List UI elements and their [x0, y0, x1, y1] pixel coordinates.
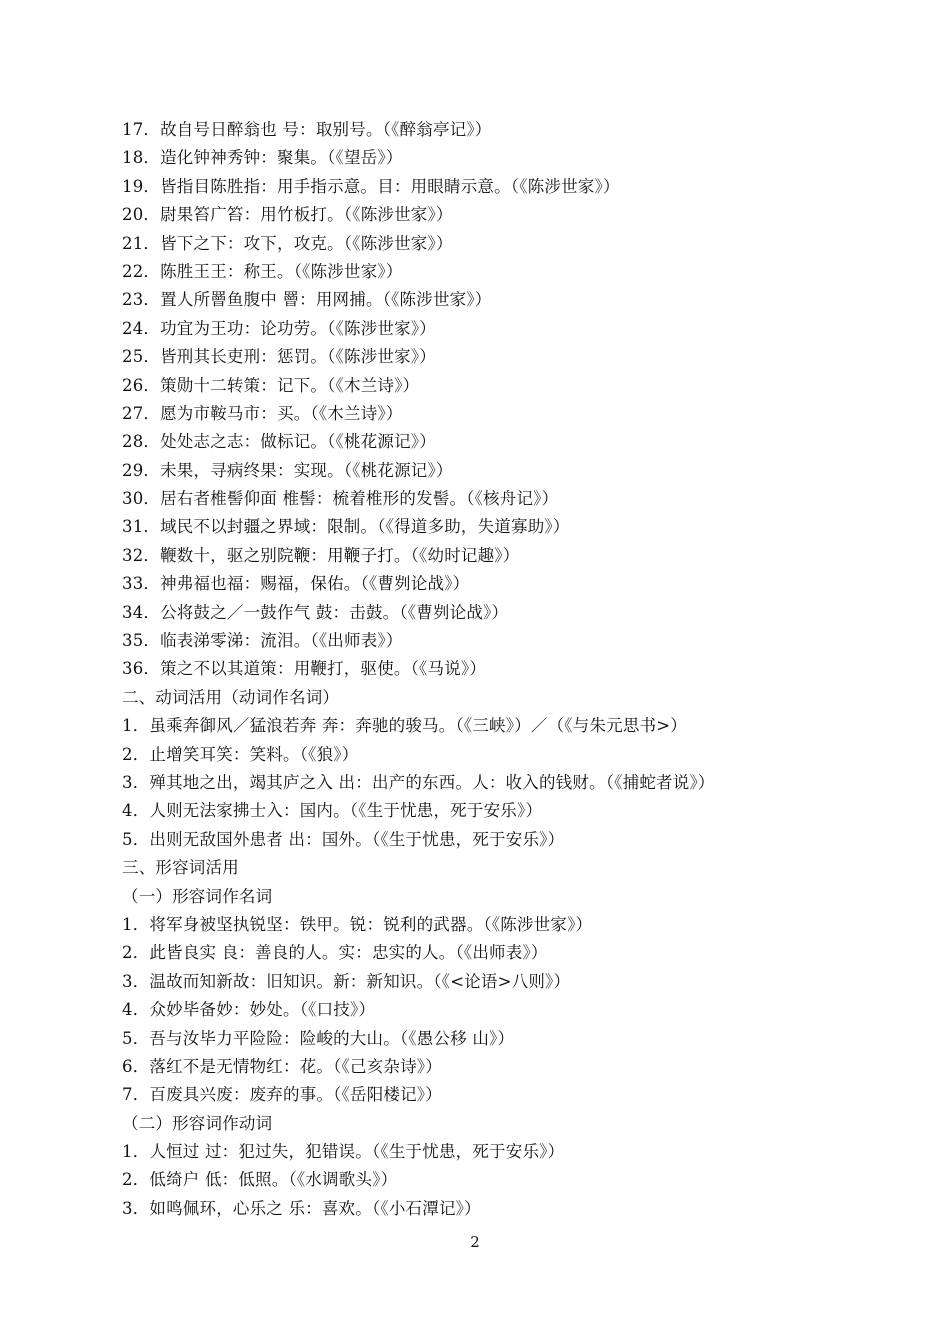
- text-line: 30．居右者椎髻仰面 椎髻：梳着椎形的发髻。（《核舟记》）: [122, 489, 559, 509]
- text-line: 19．皆指目陈胜指：用手指示意。目：用眼睛示意。（《陈涉世家》）: [122, 176, 620, 196]
- text-line: 二、动词活用（动词作名词）: [122, 687, 340, 707]
- document-body: [122, 116, 842, 1223]
- text-line: 23．置人所罾鱼腹中 罾：用网捕。（《陈涉世家》）: [122, 290, 492, 310]
- text-line: 2．此皆良实 良：善良的人。实：忠实的人。（《出师表》）: [122, 943, 548, 963]
- text-line: 26．策勋十二转策：记下。（《木兰诗》）: [122, 375, 420, 395]
- page-number: 2: [470, 1233, 480, 1251]
- text-line: （一）形容词作名词: [122, 886, 273, 906]
- text-line: 21．皆下之下：攻下，攻克。（《陈涉世家》）: [122, 233, 453, 253]
- text-line: 31．域民不以封疆之界域：限制。（《得道多助，失道寡助》）: [122, 517, 570, 537]
- text-line: 2．止增笑耳笑：笑料。（《狼》）: [122, 744, 359, 764]
- text-line: 18．造化钟神秀钟：聚集。（《望岳》）: [122, 148, 403, 168]
- text-line: 5．吾与汝毕力平险险：险峻的大山。（《愚公移 山》）: [122, 1028, 515, 1048]
- text-line: 3．殚其地之出，竭其庐之入 出：出产的东西。人：收入的钱财。（《捕蛇者说》）: [122, 772, 715, 792]
- text-line: 4．众妙毕备妙：妙处。（《口技》）: [122, 1000, 376, 1020]
- text-line: 35．临表涕零涕：流泪。（《出师表》）: [122, 631, 403, 651]
- text-line: 34．公将鼓之／一鼓作气 鼓：击鼓。（《曹刿论战》）: [122, 602, 509, 622]
- text-line: 20．尉果笞广笞：用竹板打。（《陈涉世家》）: [122, 205, 453, 225]
- text-line: 3．如鸣佩环，心乐之 乐：喜欢。（《小石潭记》）: [122, 1198, 481, 1218]
- text-line: 32．鞭数十，驱之别院鞭：用鞭子打。（《幼时记趣》）: [122, 545, 520, 565]
- text-line: 28．处处志之志：做标记。（《桃花源记》）: [122, 432, 436, 452]
- text-line: 3．温故而知新故：旧知识。新：新知识。（《<论语>八则》）: [122, 971, 571, 991]
- text-line: 5．出则无敌国外患者 出：国外。（《生于忧患，死于安乐》）: [122, 829, 565, 849]
- text-line: 22．陈胜王王：称王。（《陈涉世家》）: [122, 261, 403, 281]
- text-line: 17．故自号日醉翁也 号：取别号。（《醉翁亭记》）: [122, 120, 492, 139]
- text-line: 29．未果，寻病终果：实现。（《桃花源记》）: [122, 460, 453, 480]
- text-line: 36．策之不以其道策：用鞭打，驱使。（《马说》）: [122, 659, 487, 679]
- text-line: 2．低绮户 低：低照。（《水调歌头》）: [122, 1170, 398, 1190]
- text-line: 6．落红不是无情物红：花。（《己亥杂诗》）: [122, 1056, 442, 1076]
- text-line: 三、形容词活用: [122, 858, 239, 878]
- text-line: 25．皆刑其长吏刑：惩罚。（《陈涉世家》）: [122, 347, 436, 367]
- text-line: 1．虽乘奔御风／猛浪若奔 奔：奔驰的骏马。（《三峡》）／（《与朱元思书>）: [122, 716, 687, 736]
- text-line: 24．功宜为王功：论功劳。（《陈涉世家》）: [122, 318, 436, 338]
- text-line: 27．愿为市鞍马市：买。（《木兰诗》）: [122, 403, 403, 423]
- text-line: 7．百废具兴废：废弃的事。（《岳阳楼记》）: [122, 1085, 442, 1105]
- text-line: 4．人则无法家拂士入：国内。（《生于忧患，死于安乐》）: [122, 801, 543, 821]
- text-line: 1．人恒过 过：犯过失，犯错误。（《生于忧患，死于安乐》）: [122, 1142, 565, 1162]
- text-line: （二）形容词作动词: [122, 1113, 273, 1133]
- text-line: 1．将军身被坚执锐坚：铁甲。锐：锐利的武器。（《陈涉世家》）: [122, 914, 593, 934]
- text-line: 33．神弗福也福：赐福，保佑。（《曹刿论战》）: [122, 574, 470, 594]
